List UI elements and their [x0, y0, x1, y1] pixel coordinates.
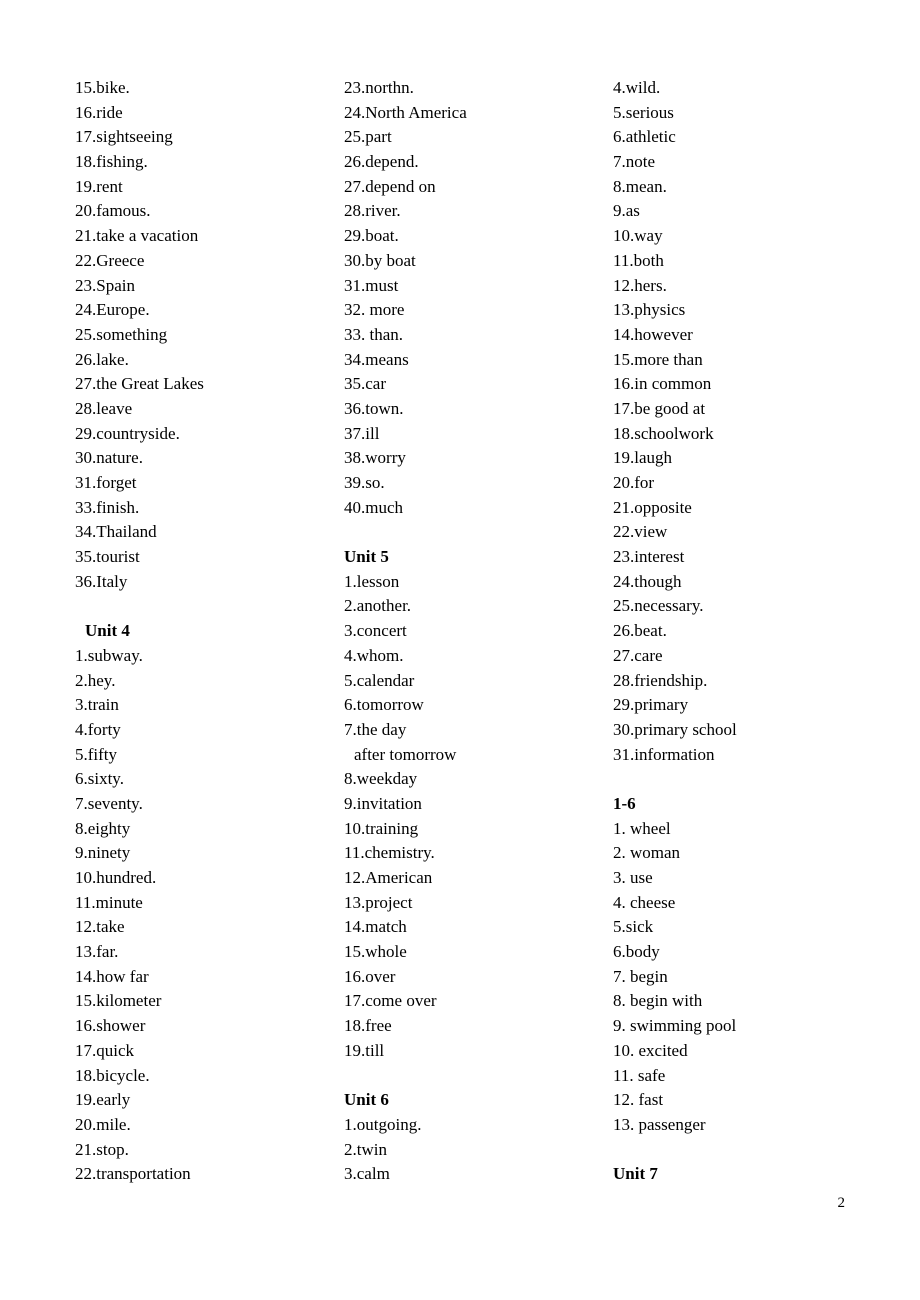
vocab-entry: 27.care [613, 645, 663, 665]
vocab-entry: 10.way [613, 226, 663, 246]
blank-line [344, 520, 594, 545]
section-heading: Unit 7 [613, 1164, 658, 1184]
vocab-entry: 4.whom. [344, 645, 404, 665]
vocab-entry: 37.ill [344, 423, 380, 443]
vocab-entry: 16.over [344, 966, 396, 986]
vocab-entry: 14.how far [75, 966, 149, 986]
vocab-entry: 13.project [344, 892, 413, 912]
vocab-entry: 19.early [75, 1090, 131, 1110]
vocab-entry: 18.schoolwork [613, 423, 714, 443]
vocab-entry: 12.take [75, 917, 125, 937]
vocab-entry: 19.rent [75, 176, 123, 196]
vocab-entry: 29.boat. [344, 226, 399, 246]
vocab-entry: 24.North America [344, 102, 467, 122]
vocab-entry: 5.serious [613, 102, 674, 122]
vocab-entry: 13.far. [75, 942, 119, 962]
vocab-entry: 33.finish. [75, 497, 140, 517]
vocab-entry: 9.as [613, 201, 640, 221]
vocab-entry: 8. begin with [613, 991, 703, 1011]
vocab-entry: 21.opposite [613, 497, 692, 517]
vocab-entry: 22.Greece [75, 250, 145, 270]
vocab-entry: 20.mile. [75, 1114, 131, 1134]
vocab-entry: 13. passenger [613, 1114, 706, 1134]
vocab-entry: 1. wheel [613, 818, 671, 838]
vocab-entry: 11.minute [75, 892, 143, 912]
vocab-entry: 29.primary [613, 695, 689, 715]
vocab-entry: 7.note [613, 152, 656, 172]
vocab-entry: 36.Italy [75, 571, 128, 591]
vocab-entry: 30.primary school [613, 719, 737, 739]
vocab-entry: 36.town. [344, 398, 404, 418]
vocab-entry: 26.depend. [344, 152, 419, 172]
vocab-entry: 2.another. [344, 596, 412, 616]
vocab-entry: 17.quick [75, 1040, 135, 1060]
vocab-column-1 [75, 76, 325, 1187]
vocab-entry: 9.ninety [75, 843, 131, 863]
vocab-entry: 21.stop. [75, 1139, 129, 1159]
vocab-entry: 35.car [344, 374, 387, 394]
vocab-entry: 2. woman [613, 843, 681, 863]
vocab-entry: 7.the day [344, 719, 407, 739]
vocab-entry: 23.interest [613, 547, 685, 567]
vocab-entry: 28.friendship. [613, 670, 708, 690]
page-number: 2 [837, 1195, 845, 1211]
vocab-entry: 15.bike. [75, 78, 130, 97]
vocab-entry: 17.be good at [613, 398, 706, 418]
vocab-entry: 6.tomorrow [344, 695, 424, 715]
section-heading: Unit 4 [85, 621, 130, 641]
vocab-entry: 30.by boat [344, 250, 416, 270]
vocab-entry: 40.much [344, 497, 404, 517]
vocab-entry: 8.eighty [75, 818, 131, 838]
vocab-entry: 31.forget [75, 473, 137, 492]
vocab-entry: 22.transportation [75, 1164, 191, 1184]
vocab-column-2 [344, 76, 594, 1187]
vocab-entry: 4. cheese [613, 892, 676, 912]
vocab-entry: 27.depend on [344, 176, 436, 196]
vocab-entry: 5.sick [613, 917, 654, 937]
vocab-entry: 10.hundred. [75, 868, 157, 887]
vocab-entry: 14.however [613, 324, 693, 344]
vocab-entry: 35.tourist [75, 547, 140, 567]
vocab-entry: 3. use [613, 868, 653, 887]
vocab-entry: 16.shower [75, 1016, 146, 1036]
vocab-entry: 34.Thailand [75, 522, 157, 542]
vocab-entry: 23.northn. [344, 78, 414, 97]
vocab-entry: 2.twin [344, 1139, 387, 1159]
vocab-entry: 39.so. [344, 473, 385, 492]
section-heading: Unit 5 [344, 547, 389, 567]
vocab-entry: 23.Spain [75, 275, 135, 295]
vocab-entry: 25.necessary. [613, 596, 704, 616]
vocab-entry: 4.forty [75, 719, 121, 739]
vocab-entry: 3.calm [344, 1164, 390, 1184]
vocab-column-3 [613, 76, 863, 1187]
vocab-entry: 10. excited [613, 1040, 688, 1060]
vocab-entry: 15.more than [613, 349, 703, 369]
vocab-entry: 34.means [344, 349, 409, 369]
blank-line [613, 1138, 863, 1163]
vocab-entry: 25.part [344, 127, 392, 147]
vocab-entry: 9.invitation [344, 793, 422, 813]
vocab-entry: 28.leave [75, 398, 133, 418]
vocab-entry: 33. than. [344, 324, 404, 344]
vocab-entry: 16.in common [613, 374, 712, 394]
vocab-entry: 3.train [75, 695, 119, 715]
vocab-entry: 20.famous. [75, 201, 151, 221]
vocab-entry: 28.river. [344, 201, 401, 221]
blank-line [344, 1064, 594, 1089]
section-heading: 1-6 [613, 793, 636, 813]
vocab-entry: 15.kilometer [75, 991, 162, 1011]
vocab-entry: 8.weekday [344, 769, 418, 789]
vocab-entry: 24.though [613, 571, 682, 591]
vocab-entry: 11.chemistry. [344, 843, 435, 863]
vocab-entry: 13.physics [613, 300, 686, 320]
vocab-entry: 32. more [344, 300, 405, 320]
vocab-entry: 12.hers. [613, 275, 667, 295]
vocab-entry: 10.training [344, 818, 419, 838]
blank-line [75, 594, 325, 619]
vocab-entry: 31.information [613, 744, 715, 764]
vocab-entry: 8.mean. [613, 176, 667, 196]
vocab-entry: 7. begin [613, 966, 668, 986]
vocab-entry: 1.lesson [344, 571, 400, 591]
vocab-entry: 20.for [613, 473, 655, 492]
vocab-entry: 21.take a vacation [75, 226, 199, 246]
vocab-entry: 5.fifty [75, 744, 118, 764]
vocab-entry: 11. safe [613, 1065, 666, 1085]
blank-line [613, 767, 863, 792]
vocab-entry: 22.view [613, 522, 668, 542]
vocab-entry: 18.free [344, 1016, 392, 1036]
vocab-entry: 18.bicycle. [75, 1065, 150, 1085]
vocab-entry: 14.match [344, 917, 407, 937]
vocab-entry: 30.nature. [75, 448, 143, 468]
vocab-entry: 31.must [344, 275, 399, 295]
vocab-entry: 17.sightseeing [75, 127, 173, 147]
vocab-entry: 19.laugh [613, 448, 673, 468]
vocab-entry: 2.hey. [75, 670, 116, 690]
vocab-entry: 6.body [613, 942, 660, 962]
vocab-entry: 4.wild. [613, 78, 661, 97]
vocab-entry: 7.seventy. [75, 793, 143, 813]
vocab-entry: 12. fast [613, 1090, 664, 1110]
vocab-entry: 26.lake. [75, 349, 129, 369]
section-heading: Unit 6 [344, 1090, 389, 1110]
vocab-entry: 6.sixty. [75, 769, 124, 789]
vocab-entry: 27.the Great Lakes [75, 374, 204, 394]
vocab-entry: 17.come over [344, 991, 437, 1011]
vocab-entry: 3.concert [344, 621, 407, 641]
vocab-entry: 24.Europe. [75, 300, 150, 320]
vocab-entry: after tomorrow [354, 744, 457, 764]
vocab-entry: 9. swimming pool [613, 1016, 737, 1036]
vocab-entry: 26.beat. [613, 621, 667, 641]
vocab-entry: 6.athletic [613, 127, 676, 147]
vocab-entry: 12.American [344, 868, 433, 887]
vocab-entry: 1.outgoing. [344, 1114, 422, 1134]
vocab-entry: 25.something [75, 324, 168, 344]
vocab-entry: 38.worry [344, 448, 406, 468]
vocab-entry: 16.ride [75, 102, 123, 122]
vocab-entry: 29.countryside. [75, 423, 180, 443]
vocab-entry: 5.calendar [344, 670, 415, 690]
vocab-entry: 1.subway. [75, 645, 143, 665]
vocab-entry: 19.till [344, 1040, 385, 1060]
vocab-entry: 11.both [613, 250, 664, 270]
vocab-entry: 18.fishing. [75, 152, 148, 172]
vocab-entry: 15.whole [344, 942, 407, 962]
